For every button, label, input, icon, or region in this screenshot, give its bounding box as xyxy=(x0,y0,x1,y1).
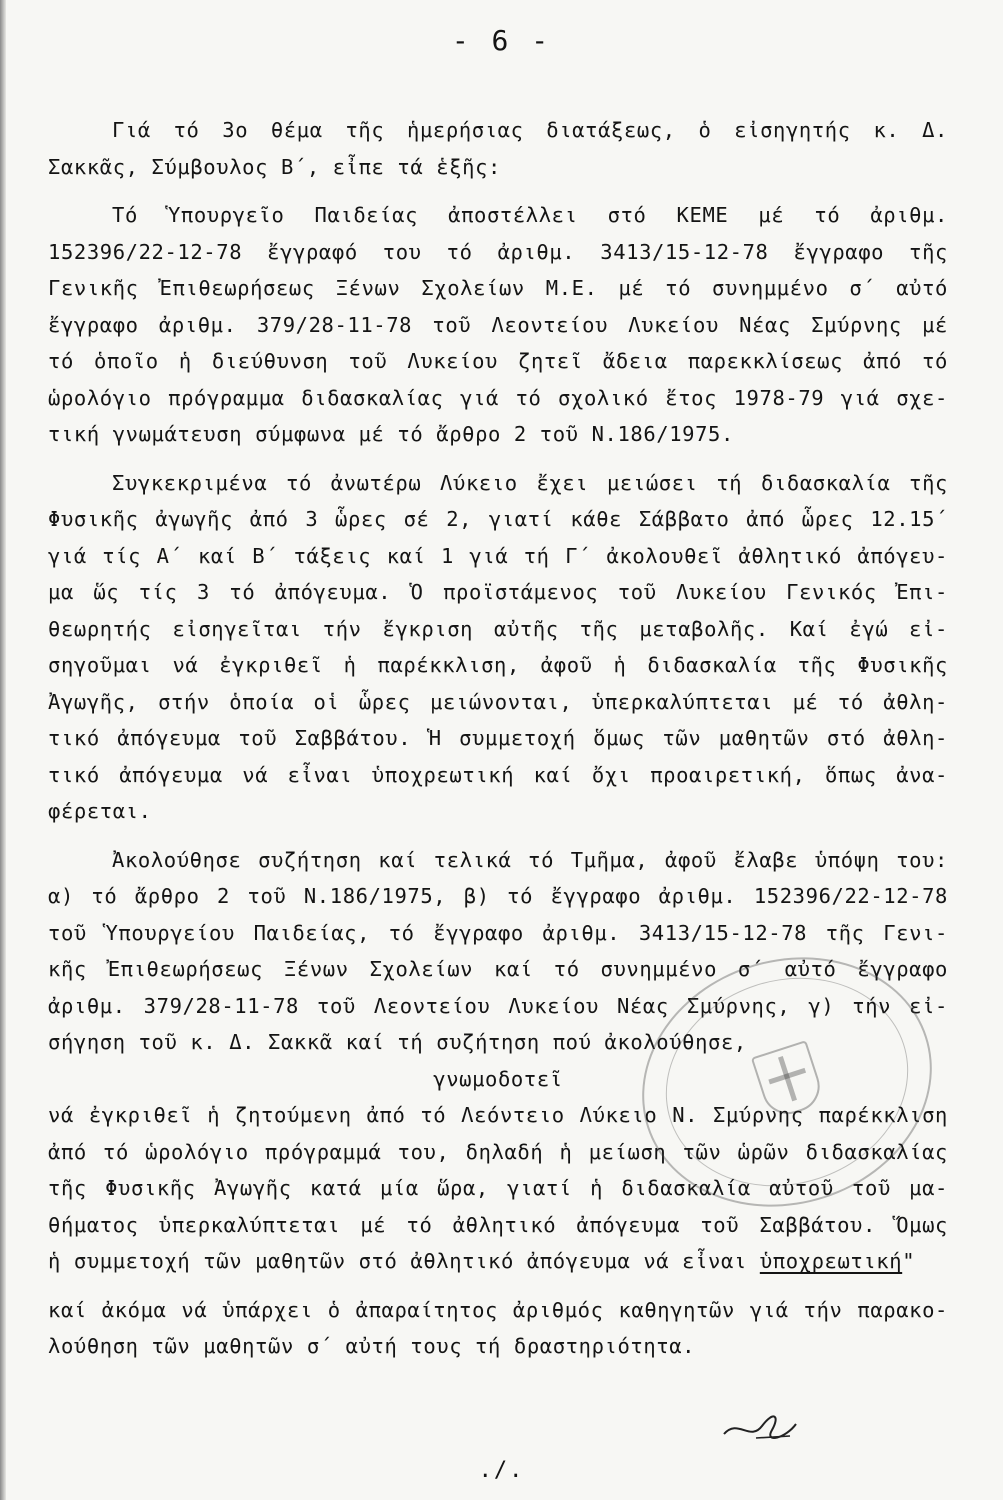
text-line: καί ἀκόμα νά ὑπάρχει ὁ ἀπαραίτητος ἀριθμός καθηγητῶν γιά τήν παρακο- xyxy=(48,1297,948,1322)
text-line: λούθηση τῶν μαθητῶν σ΄ αὐτή τους τή δραστηριότητα. xyxy=(48,1334,696,1358)
text-line: ἀριθμ. 379/28-11-78 τοῦ Λεοντείου Λυκείου Νέας Σμύρνης, γ) τήν εἰ- xyxy=(48,993,948,1018)
text-line: Τό Ὑπουργεῖο Παιδείας ἀποστέλλει στό ΚΕΜΕ μέ τό ἀριθμ. xyxy=(112,203,948,227)
text-line: θεωρητής εἰσηγεῖται τήν ἔγκριση αὐτῆς τῆς μεταβολῆς. Καί ἐγώ εἰ- xyxy=(48,616,948,641)
text-line: ἔγγραφο ἀριθμ. 379/28-11-78 τοῦ Λεοντείου Λυκείου Νέας Σμύρνης μέ xyxy=(48,312,948,337)
text-line: μα ὥς τίς 3 τό ἀπόγευμα. Ὁ προϊστάμενος τοῦ Λυκείου Γενικός Ἐπι- xyxy=(48,580,948,604)
text-segment: " xyxy=(902,1249,916,1273)
end-mark: ./. xyxy=(478,1458,525,1483)
text-line: τικό ἀπόγευμα νά εἶναι ὑποχρεωτική καί ὄχι προαιρετική, ὅπως ἀνα- xyxy=(48,762,948,787)
text-line: γιά τίς Α΄ καί Β΄ τάξεις καί 1 γιά τή Γ΄ ἀκολουθεῖ ἀθλητικό ἀπόγευ- xyxy=(48,543,948,568)
text-line: τοῦ Ὑπουργείου Παιδείας, τό ἔγγραφο ἀριθμ. 3413/15-12-78 τῆς Γενι- xyxy=(48,920,948,945)
text-line: κῆς Ἐπιθεωρήσεως Ξένων Σχολείων καί τό συνημμένο σ΄ αὐτό ἔγγραφο xyxy=(48,957,948,981)
text-line: νά ἐγκριθεῖ ἡ ζητούμενη ἀπό τό Λεόντειο Λύκειο Ν. Σμύρνης παρέκκλιση xyxy=(48,1103,948,1127)
text-line: Γιά τό 3ο θέμα τῆς ἡμερήσιας διατάξεως, ὁ εἰσηγητής κ. Δ. xyxy=(112,118,948,142)
text-line: σηγοῦμαι νά ἐγκριθεῖ ἡ παρέκκλιση, ἀφοῦ ἡ διδασκαλία τῆς Φυσικῆς xyxy=(48,653,948,677)
text-line: ὡρολόγιο πρόγραμμα διδασκαλίας γιά τό σχολικό ἔτος 1978-79 γιά σχε- xyxy=(48,385,948,410)
text-line: Φυσικῆς ἀγωγῆς ἀπό 3 ὧρες σέ 2, γιατί κάθε Σάββατο ἀπό ὧρες 12.15΄ xyxy=(48,507,948,531)
opinion-heading: γνωμοδοτεῖ xyxy=(433,1066,563,1091)
text-line: φέρεται. xyxy=(48,799,152,823)
text-line: τό ὁποῖο ἡ διεύθυνση τοῦ Λυκείου ζητεῖ ἄδεια παρεκκλίσεως ἀπό τό xyxy=(48,349,948,373)
text-line: Ἀκολούθησε συζήτηση καί τελικά τό Τμῆμα, ἀφοῦ ἔλαβε ὑπόψη του: xyxy=(112,847,948,872)
text-line-underlined xyxy=(48,1243,948,1280)
page-number: - 6 - xyxy=(451,24,552,57)
text-line: τική γνωμάτευση σύμφωνα μέ τό ἄρθρο 2 τοῦ Ν.186/1975. xyxy=(48,422,734,446)
text-line: ἀπό τό ὡρολόγιο πρόγραμμά του, δηλαδή ἡ μείωση τῶν ὡρῶν διδασκαλίας xyxy=(48,1139,948,1164)
text-line: σήγηση τοῦ κ. Δ. Σακκᾶ καί τή συζήτηση πού ἀκολούθησε, xyxy=(48,1030,747,1054)
text-line: α) τό ἄρθρο 2 τοῦ Ν.186/1975, β) τό ἔγγραφο ἀριθμ. 152396/22-12-78 xyxy=(48,884,948,908)
text-line: 152396/22-12-78 ἔγγραφό του τό ἀριθμ. 3413/15-12-78 ἔγγραφο τῆς xyxy=(48,239,948,264)
signature-icon xyxy=(720,1408,800,1448)
page-edge-shadow xyxy=(0,0,6,1500)
text-line: Σακκᾶς, Σύμβουλος Β΄, εἶπε τά ἑξῆς: xyxy=(48,154,501,179)
text-line: Συγκεκριμένα τό ἀνωτέρω Λύκειο ἔχει μειώσει τή διδασκαλία τῆς xyxy=(112,470,948,495)
underlined-word: ὑποχρεωτική xyxy=(759,1249,903,1273)
text-line: Ἀγωγῆς, στήν ὁποία οἱ ὧρες μειώνονται, ὑπερκαλύπτεται μέ τό ἀθλη- xyxy=(48,689,948,714)
text-line: τικό ἀπόγευμα τοῦ Σαββάτου. Ἡ συμμετοχή ὅμως τῶν μαθητῶν στό ἀθλη- xyxy=(48,726,948,750)
text-line: τῆς Φυσικῆς Ἀγωγῆς κατά μία ὥρα, γιατί ἡ διδασκαλία αὐτοῦ τοῦ μα- xyxy=(48,1176,948,1200)
coat-of-arms-icon xyxy=(751,1040,827,1121)
text-segment: ἡ συμμετοχή τῶν μαθητῶν στό ἀθλητικό ἀπόγευμα νά εἶναι xyxy=(48,1249,760,1273)
text-line: Γενικῆς Ἐπιθεωρήσεως Ξένων Σχολείων Μ.Ε. μέ τό συνημμένο σ΄ αὐτό xyxy=(48,276,948,300)
text-line: θήματος ὑπερκαλύπτεται μέ τό ἀθλητικό ἀπόγευμα τοῦ Σαββάτου. Ὅμως xyxy=(48,1212,948,1237)
